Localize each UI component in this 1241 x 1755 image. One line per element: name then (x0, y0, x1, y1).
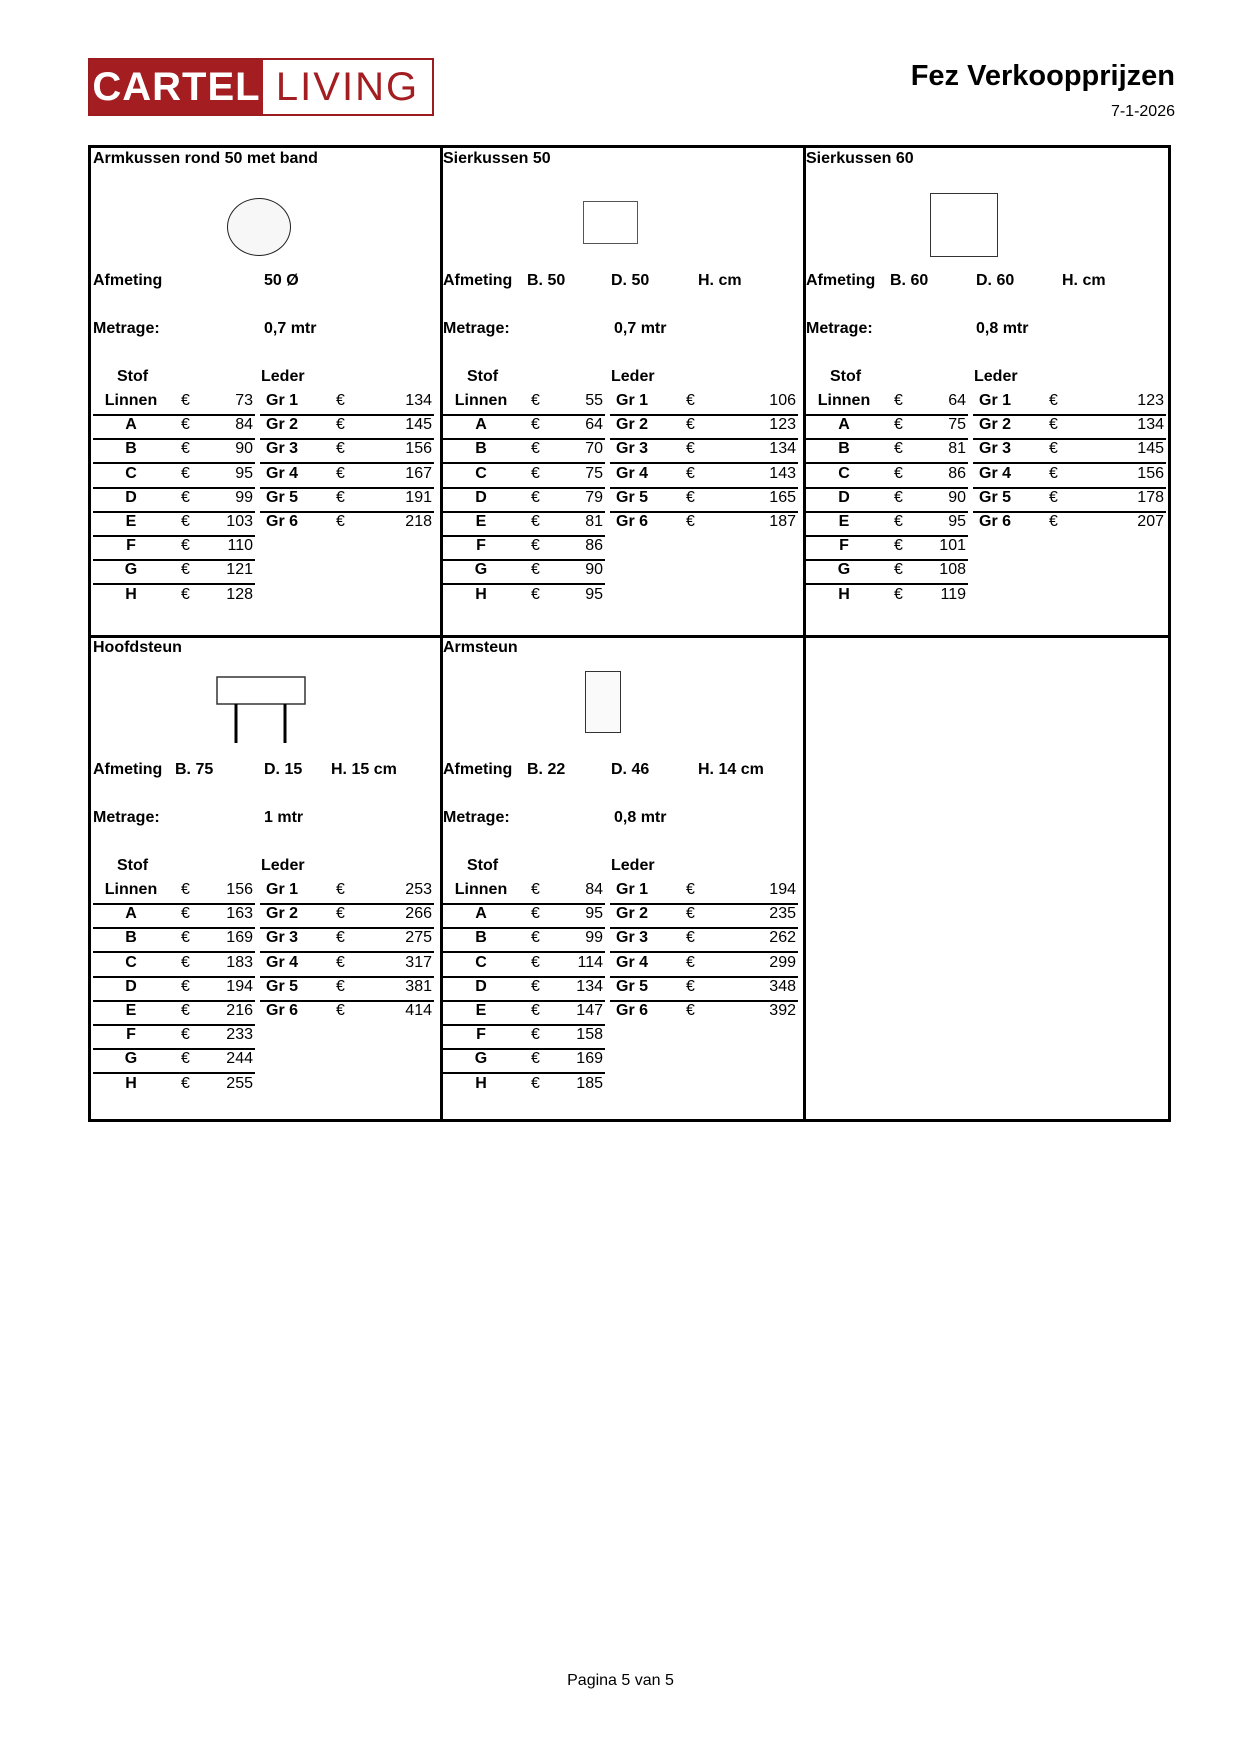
dimension-value: B. 22 (527, 761, 566, 778)
euro-sign: € (894, 464, 903, 482)
euro-sign: € (894, 585, 903, 603)
stof-price: 90 (585, 561, 603, 579)
leder-header: Leder (261, 368, 305, 385)
euro-sign: € (1049, 416, 1058, 434)
dimension-value: D. 50 (611, 272, 650, 289)
stof-header: Stof (467, 368, 499, 385)
euro-sign: € (181, 1074, 190, 1092)
euro-sign: € (894, 561, 903, 579)
euro-sign: € (531, 440, 540, 458)
stof-grade-label: B (838, 440, 850, 458)
stof-price: 75 (585, 464, 603, 482)
stof-price: 64 (585, 416, 603, 434)
metrage-label: Metrage: (93, 809, 160, 826)
product-cell (441, 148, 804, 635)
euro-sign: € (181, 488, 190, 506)
stof-grade-label: F (126, 1026, 136, 1044)
metrage-value: 0,8 mtr (614, 809, 667, 826)
leder-price: 392 (769, 1002, 796, 1019)
euro-sign: € (336, 953, 345, 971)
stof-grade-label: G (474, 561, 488, 579)
stof-price: 81 (585, 513, 603, 530)
logo-part-living: LIVING (263, 60, 432, 114)
leder-price: 235 (769, 905, 796, 923)
euro-sign: € (531, 1026, 540, 1044)
euro-sign: € (181, 1050, 190, 1068)
leder-price: 123 (1137, 392, 1164, 409)
euro-sign: € (336, 440, 345, 458)
stof-grade-label: F (126, 537, 136, 555)
leder-grade-label: Gr 4 (616, 464, 649, 482)
leder-grade-label: Gr 2 (616, 905, 649, 923)
leder-grade-label: Gr 1 (266, 392, 299, 409)
euro-sign: € (181, 1026, 190, 1044)
euro-sign: € (1049, 440, 1058, 458)
logo-part-cartel: CARTEL (90, 60, 263, 114)
stof-grade-label: D (838, 488, 850, 506)
leder-price: 275 (405, 929, 432, 947)
stof-price: 244 (226, 1050, 253, 1068)
stof-grade-label: Linnen (104, 392, 158, 409)
stof-price: 147 (576, 1002, 603, 1019)
leder-grade-label: Gr 6 (616, 1002, 649, 1019)
leder-grade-label: Gr 1 (979, 392, 1012, 409)
product-name: Hoofdsteun (93, 639, 182, 656)
stof-grade-label: H (475, 1074, 487, 1092)
stof-grade-label: B (125, 440, 137, 458)
euro-sign: € (1049, 464, 1058, 482)
stof-grade-label: Linnen (454, 881, 508, 898)
stof-grade-label: H (125, 1074, 137, 1092)
dimension-value: B. 60 (890, 272, 929, 289)
euro-sign: € (336, 1002, 345, 1019)
stof-price: 95 (235, 464, 253, 482)
stof-grade-label: G (474, 1050, 488, 1068)
stof-price: 185 (576, 1074, 603, 1092)
stof-grade-label: B (475, 929, 487, 947)
stof-price: 121 (226, 561, 253, 579)
stof-grade-label: B (475, 440, 487, 458)
euro-sign: € (531, 953, 540, 971)
metrage-label: Metrage: (93, 320, 160, 337)
stof-price: 86 (948, 464, 966, 482)
euro-sign: € (686, 905, 695, 923)
stof-price: 95 (585, 905, 603, 923)
stof-grade-label: A (125, 905, 137, 923)
stof-price: 99 (235, 488, 253, 506)
dimension-value: B. 75 (175, 761, 214, 778)
leder-price: 156 (405, 440, 432, 458)
leder-price: 178 (1137, 488, 1164, 506)
stof-price: 108 (939, 561, 966, 579)
euro-sign: € (531, 905, 540, 923)
stof-price: 103 (226, 513, 253, 530)
stof-header: Stof (117, 857, 149, 874)
stof-grade-label: C (475, 953, 487, 971)
stof-price: 233 (226, 1026, 253, 1044)
leder-price: 194 (769, 881, 796, 898)
stof-price: 64 (948, 392, 966, 409)
leder-grade-label: Gr 3 (266, 929, 299, 947)
stof-grade-label: D (125, 977, 137, 995)
euro-sign: € (894, 537, 903, 555)
leder-price: 207 (1137, 513, 1164, 530)
euro-sign: € (894, 440, 903, 458)
metrage-value: 0,7 mtr (264, 320, 317, 337)
leder-grade-label: Gr 3 (979, 440, 1012, 458)
euro-sign: € (686, 488, 695, 506)
stof-price: 84 (235, 416, 253, 434)
euro-sign: € (181, 585, 190, 603)
stof-price: 163 (226, 905, 253, 923)
leder-grade-label: Gr 2 (979, 416, 1012, 434)
euro-sign: € (894, 488, 903, 506)
product-cell (441, 637, 804, 1124)
product-cell (91, 148, 440, 635)
leder-grade-label: Gr 1 (616, 881, 649, 898)
stof-price: 79 (585, 488, 603, 506)
leder-price: 191 (405, 488, 432, 506)
stof-price: 114 (577, 953, 603, 971)
stof-price: 75 (948, 416, 966, 434)
leder-grade-label: Gr 6 (266, 513, 299, 530)
stof-grade-label: C (475, 464, 487, 482)
stof-grade-label: Linnen (454, 392, 508, 409)
stof-grade-label: A (838, 416, 850, 434)
euro-sign: € (531, 488, 540, 506)
leder-price: 262 (769, 929, 796, 947)
page-number: Pagina 5 van 5 (567, 1672, 674, 1689)
stof-price: 70 (585, 440, 603, 458)
euro-sign: € (1049, 513, 1058, 530)
stof-price: 216 (226, 1002, 253, 1019)
leder-grade-label: Gr 5 (266, 977, 299, 995)
stof-grade-label: F (476, 537, 486, 555)
stof-grade-label: G (124, 561, 138, 579)
stof-price: 101 (939, 537, 966, 555)
stof-grade-label: H (475, 585, 487, 603)
euro-sign: € (531, 561, 540, 579)
stof-grade-label: F (839, 537, 849, 555)
stof-grade-label: C (838, 464, 850, 482)
stof-price: 90 (948, 488, 966, 506)
euro-sign: € (336, 464, 345, 482)
euro-sign: € (686, 513, 695, 530)
euro-sign: € (531, 977, 540, 995)
leder-grade-label: Gr 2 (616, 416, 649, 434)
stof-price: 194 (226, 977, 253, 995)
stof-grade-label: A (125, 416, 137, 434)
leder-price: 106 (769, 392, 796, 409)
stof-grade-label: G (124, 1050, 138, 1068)
leder-grade-label: Gr 3 (616, 929, 649, 947)
stof-price: 128 (226, 585, 253, 603)
stof-header: Stof (467, 857, 499, 874)
euro-sign: € (181, 416, 190, 434)
euro-sign: € (181, 440, 190, 458)
stof-price: 169 (576, 1050, 603, 1068)
stof-price: 81 (948, 440, 966, 458)
leder-price: 143 (769, 464, 796, 482)
euro-sign: € (686, 464, 695, 482)
euro-sign: € (336, 416, 345, 434)
leder-grade-label: Gr 3 (266, 440, 299, 458)
afmeting-label: Afmeting (806, 272, 876, 289)
euro-sign: € (336, 513, 345, 530)
dimension-value: H. cm (1062, 272, 1106, 289)
headrest-icon (216, 676, 308, 744)
euro-sign: € (336, 881, 345, 898)
stof-grade-label: E (125, 513, 137, 530)
euro-sign: € (181, 537, 190, 555)
leder-price: 414 (405, 1002, 432, 1019)
square-cushion-icon (930, 193, 998, 257)
euro-sign: € (686, 392, 695, 409)
euro-sign: € (181, 953, 190, 971)
stof-grade-label: Linnen (104, 881, 158, 898)
leder-price: 348 (769, 977, 796, 995)
stof-grade-label: G (837, 561, 851, 579)
euro-sign: € (686, 1002, 695, 1019)
dimension-value: D. 46 (611, 761, 650, 778)
leder-price: 123 (769, 416, 796, 434)
stof-price: 95 (948, 513, 966, 530)
stof-grade-label: E (475, 1002, 487, 1019)
leder-grade-label: Gr 5 (616, 488, 649, 506)
stof-grade-label: H (125, 585, 137, 603)
afmeting-label: Afmeting (443, 761, 513, 778)
euro-sign: € (531, 1074, 540, 1092)
leder-header: Leder (974, 368, 1018, 385)
euro-sign: € (336, 905, 345, 923)
stof-grade-label: A (475, 416, 487, 434)
product-name: Armsteun (443, 639, 518, 656)
euro-sign: € (531, 537, 540, 555)
euro-sign: € (181, 392, 190, 409)
leder-grade-label: Gr 4 (266, 953, 299, 971)
leder-grade-label: Gr 1 (616, 392, 649, 409)
euro-sign: € (181, 561, 190, 579)
dimension-value: B. 50 (527, 272, 566, 289)
leder-price: 165 (769, 488, 796, 506)
leder-price: 167 (405, 464, 432, 482)
stof-price: 55 (585, 392, 603, 409)
leder-grade-label: Gr 5 (979, 488, 1012, 506)
leder-price: 187 (769, 513, 796, 530)
leder-price: 253 (405, 881, 432, 898)
euro-sign: € (336, 977, 345, 995)
document-date: 7-1-2026 (1110, 103, 1175, 120)
stof-grade-label: D (125, 488, 137, 506)
stof-grade-label: F (476, 1026, 486, 1044)
armrest-icon (585, 671, 621, 733)
leder-grade-label: Gr 4 (979, 464, 1012, 482)
stof-price: 95 (585, 585, 603, 603)
dimension-value: H. 14 cm (698, 761, 764, 778)
leder-price: 218 (405, 513, 432, 530)
leder-header: Leder (611, 857, 655, 874)
euro-sign: € (181, 977, 190, 995)
leder-price: 145 (1137, 440, 1164, 458)
leder-grade-label: Gr 4 (616, 953, 649, 971)
leder-price: 299 (769, 953, 796, 971)
stof-price: 156 (226, 881, 253, 898)
euro-sign: € (531, 1050, 540, 1068)
stof-grade-label: B (125, 929, 137, 947)
leder-price: 145 (405, 416, 432, 434)
euro-sign: € (894, 416, 903, 434)
metrage-value: 0,7 mtr (614, 320, 667, 337)
euro-sign: € (894, 392, 903, 409)
leder-grade-label: Gr 3 (616, 440, 649, 458)
stof-price: 119 (940, 585, 966, 603)
stof-price: 255 (226, 1074, 253, 1092)
cartel-living-logo (88, 58, 434, 116)
page-title: Fez Verkoopprijzen (910, 60, 1175, 92)
circle-cushion-icon (227, 198, 291, 256)
leder-grade-label: Gr 6 (979, 513, 1012, 530)
product-cell (804, 148, 1172, 635)
stof-price: 169 (226, 929, 253, 947)
stof-grade-label: E (838, 513, 850, 530)
stof-header: Stof (830, 368, 862, 385)
stof-price: 99 (585, 929, 603, 947)
euro-sign: € (336, 929, 345, 947)
euro-sign: € (531, 929, 540, 947)
stof-grade-label: Linnen (817, 392, 871, 409)
stof-price: 134 (576, 977, 603, 995)
metrage-value: 0,8 mtr (976, 320, 1029, 337)
stof-grade-label: H (838, 585, 850, 603)
euro-sign: € (1049, 392, 1058, 409)
dimension-value: H. 15 cm (331, 761, 397, 778)
metrage-label: Metrage: (806, 320, 873, 337)
leder-header: Leder (261, 857, 305, 874)
stof-grade-label: E (125, 1002, 137, 1019)
stof-price: 110 (227, 537, 253, 555)
stof-price: 183 (226, 953, 253, 971)
leder-grade-label: Gr 1 (266, 881, 299, 898)
leder-price: 134 (769, 440, 796, 458)
euro-sign: € (181, 881, 190, 898)
euro-sign: € (531, 513, 540, 530)
stof-grade-label: D (475, 977, 487, 995)
leder-price: 134 (405, 392, 432, 409)
stof-grade-label: E (475, 513, 487, 530)
euro-sign: € (686, 977, 695, 995)
afmeting-label: Afmeting (93, 272, 163, 289)
leder-price: 317 (405, 953, 432, 971)
stof-price: 90 (235, 440, 253, 458)
euro-sign: € (1049, 488, 1058, 506)
leder-grade-label: Gr 5 (616, 977, 649, 995)
leder-grade-label: Gr 6 (266, 1002, 299, 1019)
product-name: Sierkussen 50 (443, 150, 551, 167)
euro-sign: € (181, 464, 190, 482)
dimension-value: D. 60 (976, 272, 1015, 289)
leder-grade-label: Gr 2 (266, 905, 299, 923)
stof-price: 158 (576, 1026, 603, 1044)
metrage-value: 1 mtr (264, 809, 304, 826)
dimension-value: H. cm (698, 272, 742, 289)
leder-grade-label: Gr 6 (616, 513, 649, 530)
euro-sign: € (181, 1002, 190, 1019)
square-cushion-icon (583, 201, 638, 244)
stof-grade-label: C (125, 464, 137, 482)
stof-price: 73 (235, 392, 253, 409)
stof-price: 86 (585, 537, 603, 555)
leder-price: 266 (405, 905, 432, 923)
leder-grade-label: Gr 2 (266, 416, 299, 434)
stof-price: 84 (585, 881, 603, 898)
leder-grade-label: Gr 4 (266, 464, 299, 482)
leder-header: Leder (611, 368, 655, 385)
stof-header: Stof (117, 368, 149, 385)
metrage-label: Metrage: (443, 320, 510, 337)
euro-sign: € (531, 416, 540, 434)
afmeting-label: Afmeting (443, 272, 513, 289)
metrage-label: Metrage: (443, 809, 510, 826)
stof-grade-label: A (475, 905, 487, 923)
euro-sign: € (181, 905, 190, 923)
euro-sign: € (336, 488, 345, 506)
euro-sign: € (531, 585, 540, 603)
leder-price: 381 (405, 977, 432, 995)
leder-price: 134 (1137, 416, 1164, 434)
euro-sign: € (686, 953, 695, 971)
product-name: Armkussen rond 50 met band (93, 150, 318, 167)
euro-sign: € (181, 929, 190, 947)
afmeting-label: Afmeting (93, 761, 163, 778)
euro-sign: € (531, 464, 540, 482)
euro-sign: € (181, 513, 190, 530)
stof-grade-label: C (125, 953, 137, 971)
product-cell (91, 637, 440, 1124)
product-name: Sierkussen 60 (806, 150, 914, 167)
euro-sign: € (686, 416, 695, 434)
leder-grade-label: Gr 5 (266, 488, 299, 506)
euro-sign: € (336, 392, 345, 409)
stof-grade-label: D (475, 488, 487, 506)
euro-sign: € (531, 1002, 540, 1019)
euro-sign: € (894, 513, 903, 530)
euro-sign: € (686, 929, 695, 947)
euro-sign: € (686, 881, 695, 898)
euro-sign: € (531, 392, 540, 409)
euro-sign: € (686, 440, 695, 458)
dimension-value: D. 15 (264, 761, 303, 778)
leder-price: 156 (1137, 464, 1164, 482)
euro-sign: € (531, 881, 540, 898)
dimension-value: 50 Ø (264, 272, 299, 289)
